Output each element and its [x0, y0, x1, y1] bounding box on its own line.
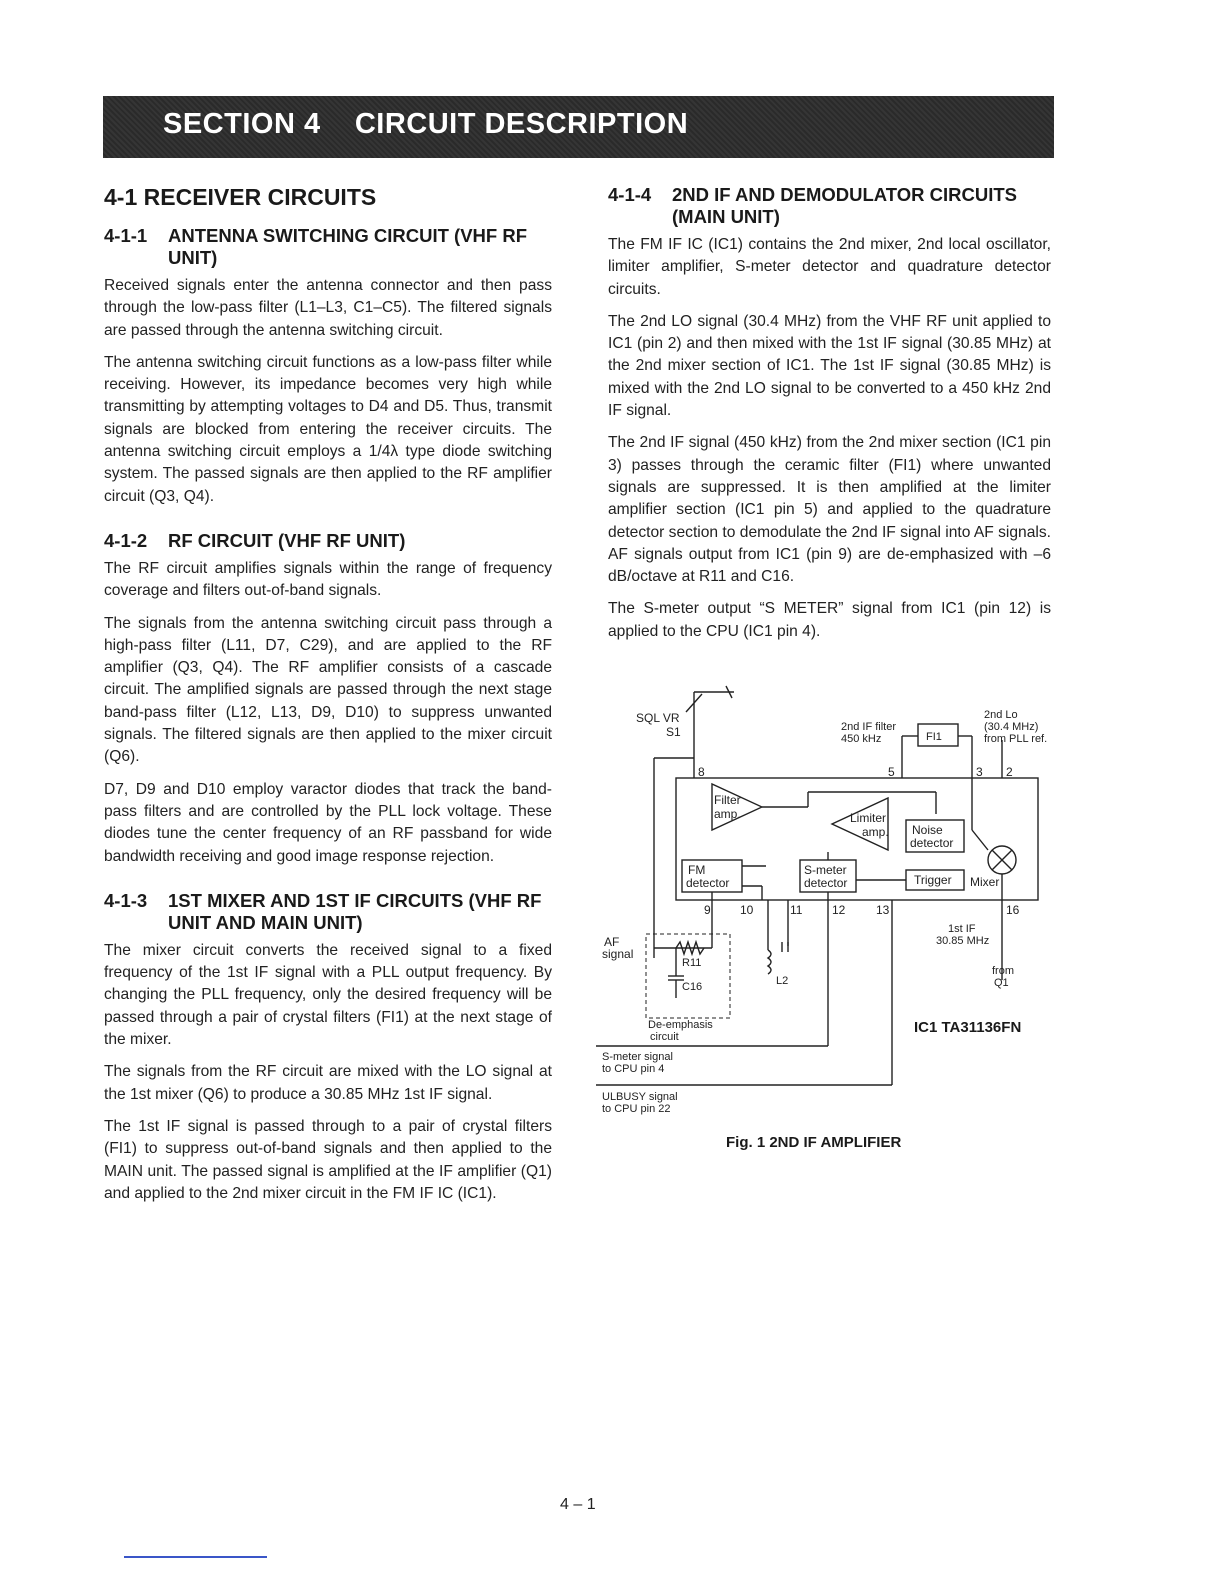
section-heading: 4-1 RECEIVER CIRCUITS	[104, 184, 377, 210]
l2-label: L2	[776, 975, 789, 987]
ulbusy-signal-label: ULBUSY signal	[602, 1091, 678, 1103]
trigger-label: Trigger	[914, 873, 952, 887]
pin-12: 12	[832, 903, 846, 917]
paragraph: The 1st IF signal is passed through to a pair of crystal filters (FI1) to suppress out-of-band signals and then applied to the MAIN unit. The passed signal is amplified at the IF amplifier (Q1) and applied to the 2nd mixer circuit in the FM IF IC (IC1).	[104, 1117, 552, 1202]
s-meter-signal-label: to CPU pin 4	[602, 1063, 665, 1075]
ic-part-label: IC1 TA31136FN	[914, 1019, 1022, 1036]
paragraph: The signals from the RF circuit are mixed with the LO signal at the 1st mixer (Q6) to produce a 30.85 MHz 1st IF signal.	[104, 1063, 552, 1103]
1st-if-label: 1st IF	[948, 923, 976, 935]
450khz-label: 450 kHz	[841, 733, 882, 745]
subsection-heading-412	[104, 530, 552, 552]
pin-13: 13	[876, 903, 890, 917]
2nd-lo-label: 2nd Lo	[984, 709, 1018, 721]
subsection-heading-414	[608, 184, 1051, 228]
s1-label: S1	[666, 725, 681, 739]
limiter-amp-label: Limiter	[850, 811, 887, 825]
subsection-title: ANTENNA SWITCHING CIRCUIT (VHF RF UNIT)	[168, 225, 528, 268]
subsection-heading-411	[104, 225, 552, 269]
noise-detector-label: detector	[910, 836, 954, 850]
fm-detector-label: FM	[688, 863, 706, 877]
pin-3: 3	[976, 765, 983, 779]
paragraph: The signals from the antenna switching circuit pass through a high-pass filter (L11, D7, C29), and are applied to the RF amplifier (Q3, Q4). The RF amplifier consists of a cascade circuit. The amplified signals are passed through the next stage band-pass filter (L12, L13, D9, D10) to suppress unwanted signals. The filtered signals are then applied to the mixer circuit (Q6).	[104, 614, 552, 766]
fi1-label: FI1	[926, 731, 942, 743]
lo-freq-label: (30.4 MHz)	[984, 721, 1039, 733]
section-banner	[103, 96, 1054, 158]
limiter-amp-label: amp.	[862, 825, 889, 839]
2nd-if-filter-label: 2nd IF filter	[841, 721, 897, 733]
section-title: SECTION 4 CIRCUIT DESCRIPTION	[163, 108, 689, 140]
paragraph: The 2nd IF signal (450 kHz) from the 2nd mixer section (IC1 pin 3) passes through the ceramic filter (FI1) where unwanted signals are suppressed. It is then amplified at the limiter amplifier section (IC1 pin 5) and applied to the quadrature detector section to demodulate the 2nd IF signal into AF signals. AF signals output from IC1 (pin 9) are de-emphasized with –6 dB/octave at R11 and C16.	[608, 434, 1051, 586]
pin-10: 10	[740, 903, 754, 917]
paragraph: The S-meter output “S METER” signal from IC1 (pin 12) is applied to the CPU (IC1 pin 4).	[608, 600, 1051, 640]
de-emphasis-label: circuit	[650, 1031, 679, 1043]
subsection-title: 1ST MIXER AND 1ST IF CIRCUITS (VHF RF UNIT AND MAIN UNIT)	[168, 889, 542, 933]
if-amplifier-diagram	[596, 680, 1066, 1120]
right-column	[608, 184, 1051, 653]
pin-11: 11	[790, 903, 803, 917]
af-label: AF	[604, 935, 620, 949]
pin-9: 9	[704, 903, 711, 917]
pin-5: 5	[888, 765, 895, 779]
subsection-number: 4-1-4	[608, 184, 652, 205]
subsection-number: 4-1-1	[104, 225, 148, 246]
subsection-number: 4-1-2	[104, 529, 148, 551]
c16-label: C16	[682, 981, 703, 993]
paragraph: The RF circuit amplifies signals within the range of frequency coverage and filters out-of-band signals.	[104, 559, 552, 600]
subsection-title: RF CIRCUIT (VHF RF UNIT)	[168, 529, 406, 551]
filter-amp-label: Filter	[714, 793, 741, 807]
s-meter-detector-label: detector	[804, 876, 848, 890]
sql-vr-label: SQL VR	[636, 711, 680, 725]
footer-line	[124, 1556, 267, 1558]
r11-label: R11	[682, 957, 702, 969]
pin-16: 16	[1006, 903, 1020, 917]
s-meter-signal-label: S-meter signal	[602, 1051, 673, 1063]
paragraph: The mixer circuit converts the received signal to a fixed frequency of the 1st IF signal with a PLL output frequency. By changing the PLL frequency, only the desired frequency will be passed through a pair of crystal filters (FI1) at the next stage of the mixer.	[104, 941, 552, 1049]
1st-if-freq-label: 30.85 MHz	[936, 935, 990, 947]
paragraph: The 2nd LO signal (30.4 MHz) from the VHF RF unit applied to IC1 (pin 2) and then mixed with the 1st IF signal (30.85 MHz) at the 2nd mixer section of IC1. The 1st IF signal (30.85 MHz) is mixed with the 2nd LO signal to be converted to a 450 kHz 2nd IF signal.	[608, 312, 1051, 420]
pin-2: 2	[1006, 765, 1013, 779]
paragraph: The antenna switching circuit functions as a low-pass filter while receiving. However, its impedance becomes very high while transmitting by attempting voltages to D4 and D5. Thus, transmit signals are blocked from entering the receiver circuits. The antenna switching circuit employs a 1/4λ type diode switching system. The passed signals are then applied to the RF amplifier circuit (Q3, Q4).	[104, 353, 552, 505]
paragraph: Received signals enter the antenna connector and then pass through the low-pass filter (L1–L3, C1–C5). The filtered signals are passed through the antenna switching circuit.	[104, 277, 552, 339]
mixer-label: Mixer	[970, 875, 1000, 889]
subsection-number: 4-1-3	[104, 889, 148, 911]
lo-source-label: from PLL ref.	[984, 733, 1048, 745]
q1-label: Q1	[994, 977, 1009, 989]
left-column	[104, 184, 552, 1215]
noise-detector-label: Noise	[912, 823, 943, 837]
from-label: from	[992, 965, 1014, 977]
de-emphasis-box	[646, 934, 730, 1018]
page-number: 4 – 1	[560, 1496, 596, 1513]
subsection-heading-413	[104, 890, 552, 934]
pin-8: 8	[698, 765, 705, 779]
paragraph: The FM IF IC (IC1) contains the 2nd mixer, 2nd local oscillator, limiter amplifier, S-meter detector and quadrature detector circuits.	[608, 236, 1051, 298]
ulbusy-signal-label: to CPU pin 22	[602, 1103, 671, 1115]
filter-amp-label: amp.	[714, 807, 741, 821]
de-emphasis-label: De-emphasis	[648, 1019, 713, 1031]
fm-detector-label: detector	[686, 876, 730, 890]
figure-caption: Fig. 1 2ND IF AMPLIFIER	[726, 1134, 902, 1151]
paragraph: D7, D9 and D10 employ varactor diodes that track the band-pass filters and are controlled by the PLL lock voltage. These diodes tune the center frequency of an RF passband for wide bandwidth receiving and good image response rejection.	[104, 780, 552, 865]
s-meter-detector-label: S-meter	[804, 863, 847, 877]
af-signal-label: signal	[602, 947, 634, 961]
subsection-title: 2ND IF AND DEMODULATOR CIRCUITS (MAIN UNIT)	[672, 184, 1017, 227]
